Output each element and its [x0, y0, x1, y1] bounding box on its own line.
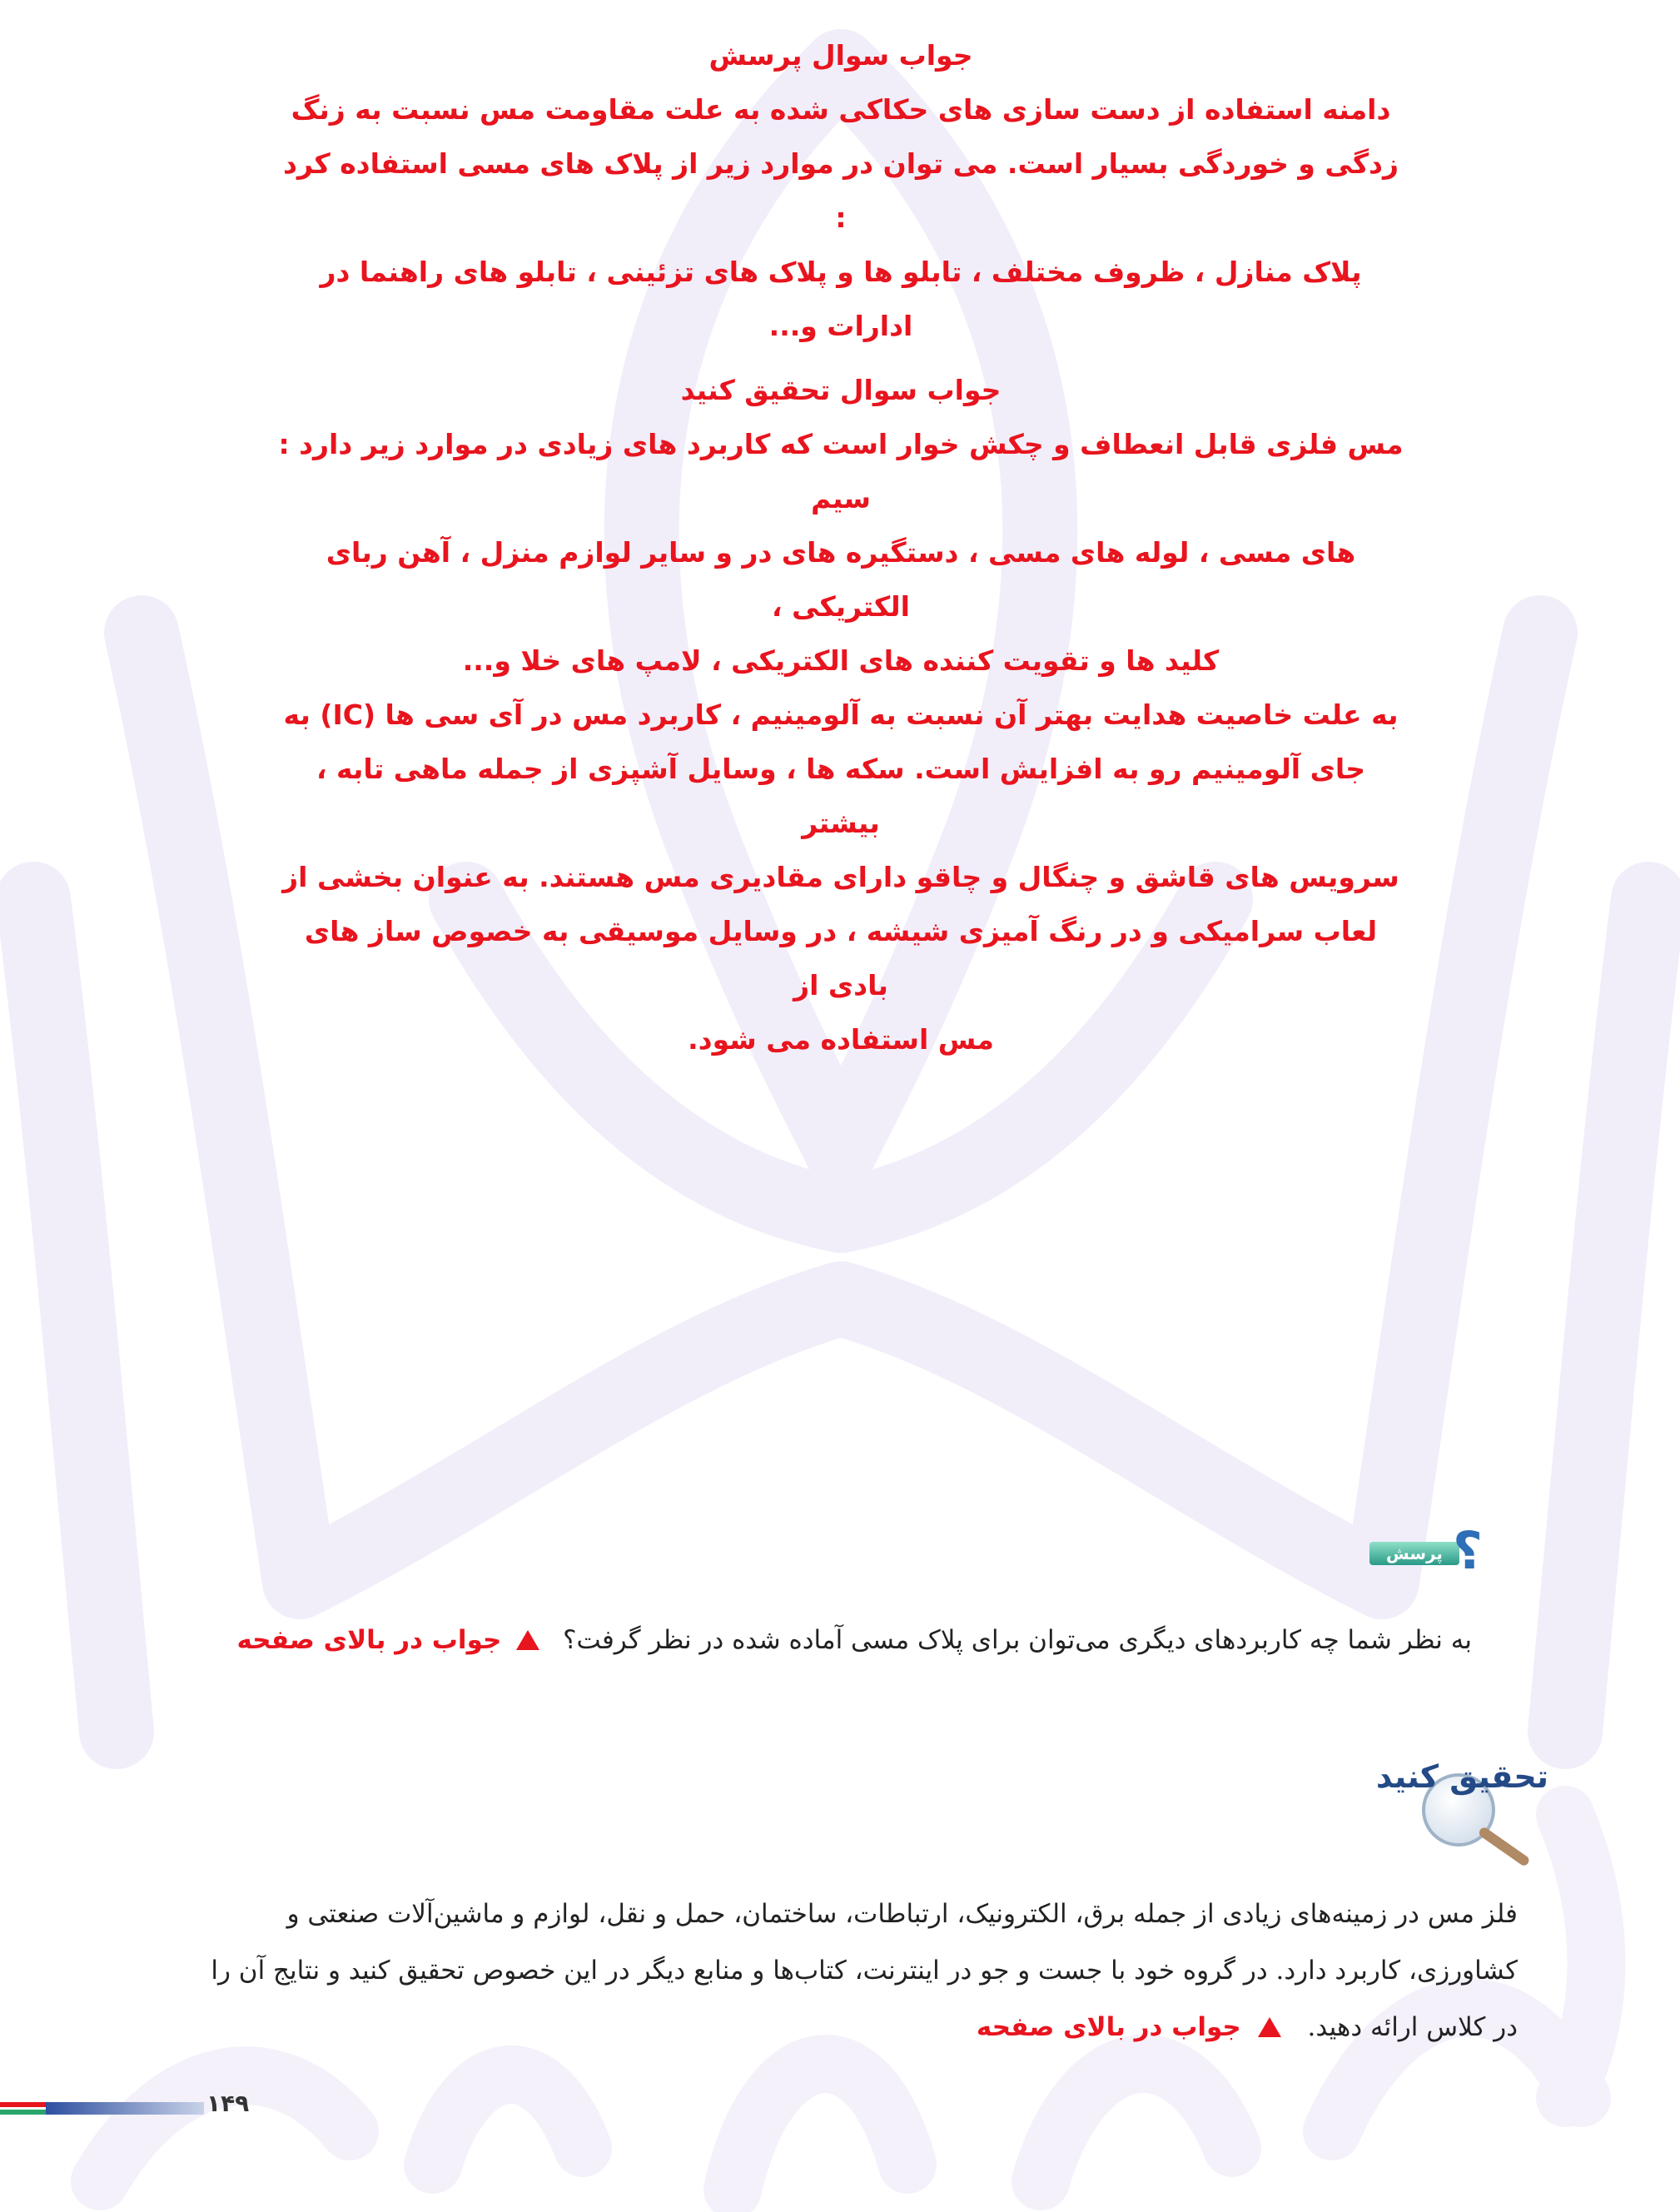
- answer-porsesh-block: [275, 28, 1407, 353]
- answer-tahqiq-block: [275, 363, 1407, 1066]
- answer-tahqiq-line: مس فلزی قابل انعطاف و چکش خوار است که کاربرد های زیادی در موارد زیر دارد : سیم: [278, 428, 1404, 514]
- answer-tahqiq-line: مس استفاده می شود.: [688, 1023, 994, 1056]
- question-line: [236, 1625, 1472, 1655]
- research-line: کشاورزی، کاربرد دارد. در گروه خود با جست و جو در اینترنت، کتاب‌ها و منابع دیگر در این خصوص تحقیق کنید و نتایج آن را: [211, 1956, 1518, 1986]
- answer-tahqiq-line: به علت خاصیت هدایت بهتر آن نسبت به آلومینیم ، کاربرد مس در آی سی ها (IC) به: [283, 698, 1399, 731]
- answer-tahqiq-line: های مسی ، لوله های مسی ، دستگیره های در و سایر لوازم منزل ، آهن ربای الکتریکی ،: [326, 536, 1356, 623]
- answer-porsesh-heading: جواب سوال پرسش: [708, 39, 973, 72]
- research-line: فلز مس در زمینه‌های زیادی از جمله برق، الکترونیک، ارتباطات، ساختمان، حمل و نقل، لوازم و ماشین‌آلات صنعتی و: [286, 1899, 1518, 1929]
- answer-reference-link[interactable]: جواب در بالای صفحه: [976, 2012, 1241, 2042]
- page-number: ۱۴۹: [206, 2090, 250, 2117]
- answer-tahqiq-line: جای آلومینیم رو به افزایش است. سکه ها ، وسایل آشپزی از جمله ماهی تابه ، بیشتر: [316, 753, 1365, 839]
- porsesh-badge-label: پرسش: [1369, 1542, 1459, 1565]
- footer-bar-blue: [46, 2102, 204, 2115]
- answer-porsesh-line: پلاک منازل ، ظروف مختلف ، تابلو ها و پلاک های تزئینی ، تابلو های راهنما در: [320, 256, 1362, 288]
- answer-porsesh-line: دامنه استفاده از دست سازی های حکاکی شده به علت مقاومت مس نسبت به زنگ: [291, 93, 1391, 126]
- tahqiq-badge: [1374, 1740, 1548, 1848]
- footer-bar-red: [0, 2102, 46, 2107]
- tahqiq-badge-label: تحقیق کنید: [1375, 1758, 1548, 1795]
- research-last-line: [152, 1999, 1518, 2055]
- research-line: در کلاس ارائه دهید.: [1307, 2012, 1518, 2042]
- answer-porsesh-line: زدگی و خوردگی بسیار است. می توان در موارد زیر از پلاک های مسی استفاده کرد :: [283, 147, 1399, 234]
- warning-triangle-icon: [1258, 2017, 1281, 2037]
- answer-tahqiq-line: سرویس های قاشق و چنگال و چاقو دارای مقادیری مس هستند. به عنوان بخشی از: [282, 861, 1399, 893]
- question-mark-icon: ؟: [1453, 1520, 1483, 1581]
- answer-tahqiq-line: لعاب سرامیکی و در رنگ آمیزی شیشه ، در وسایل موسیقی به خصوص ساز های بادی از: [304, 915, 1378, 1002]
- answer-tahqiq-heading: جواب سوال تحقیق کنید: [680, 374, 1002, 406]
- answer-reference-link[interactable]: جواب در بالای صفحه: [236, 1625, 502, 1655]
- porsesh-badge: [1369, 1522, 1486, 1580]
- warning-triangle-icon: [516, 1630, 539, 1650]
- question-text: به نظر شما چه کاربردهای دیگری می‌توان برای پلاک مسی آماده شده در نظر گرفت؟: [563, 1625, 1472, 1655]
- research-paragraph: [152, 1886, 1518, 2055]
- answer-porsesh-line: ادارات و...: [768, 310, 913, 342]
- footer-bar-green: [0, 2110, 46, 2115]
- answer-tahqiq-line: کلید ها و تقویت کننده های الکتریکی ، لامپ های خلا و...: [462, 644, 1220, 677]
